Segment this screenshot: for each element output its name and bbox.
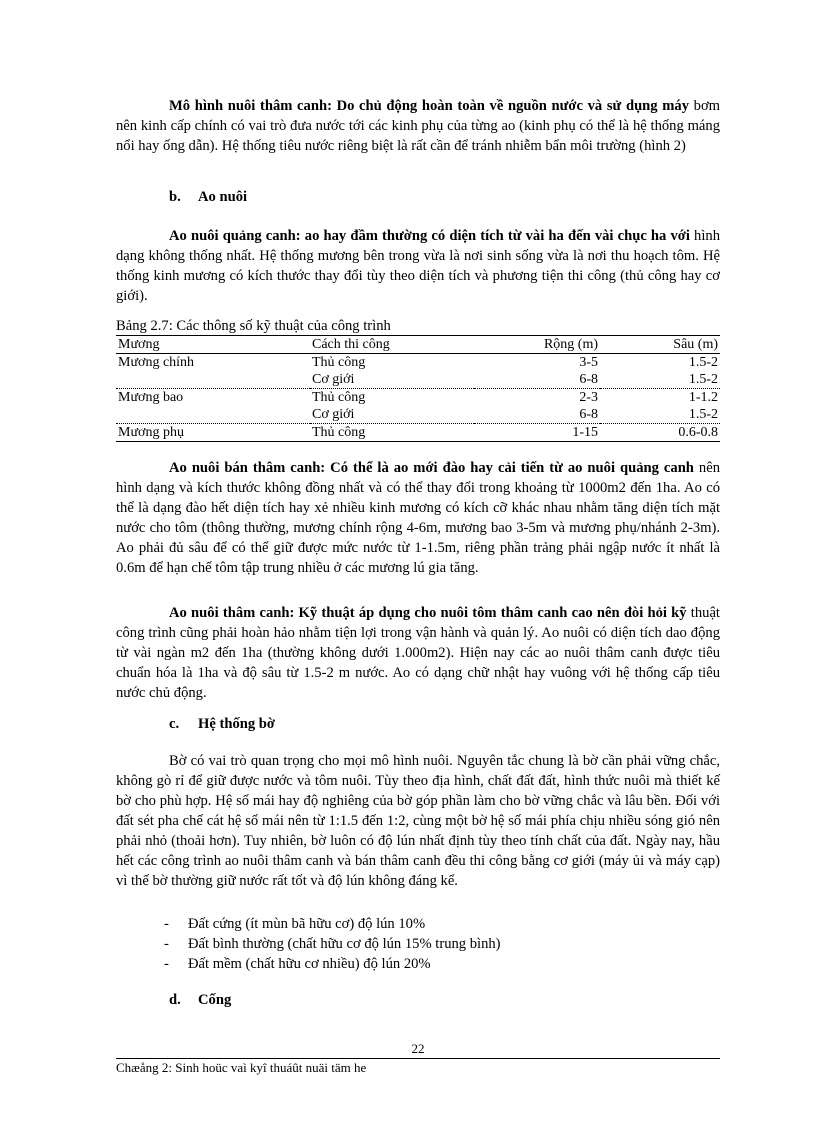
cell-canal: Mương bao xyxy=(118,390,184,405)
header-width: Rộng (m) xyxy=(474,336,600,354)
cell-method: Cơ giới xyxy=(310,371,474,389)
cell-width: 1-15 xyxy=(474,424,600,442)
cell-width: 6-8 xyxy=(474,371,600,389)
bullet-marker: - xyxy=(164,956,169,972)
section-label: b. xyxy=(169,189,181,205)
section-heading-b xyxy=(169,187,247,207)
table-row xyxy=(116,424,720,442)
cell-width: 3-5 xyxy=(579,355,598,370)
bullet-marker: - xyxy=(164,916,169,932)
table-row xyxy=(116,406,720,424)
cell-depth: 0.6-0.8 xyxy=(600,424,720,442)
spec-table xyxy=(116,335,720,442)
cell-depth: 1.5-2 xyxy=(688,355,718,370)
paragraph-lead: Ao nuôi bán thâm canh: Có thể là ao mới đào hay cải tiến từ ao nuôi quảng canh xyxy=(169,460,694,476)
bullet-marker: - xyxy=(164,936,169,952)
cell-depth: 1-1.2 xyxy=(688,390,718,405)
settlement-list xyxy=(164,914,501,974)
section-title: Cống xyxy=(198,992,232,1008)
cell-method: Thủ công xyxy=(312,355,366,370)
section-label: d. xyxy=(169,992,181,1008)
list-item-text: Đất mềm (chất hữu cơ nhiều) độ lún 20% xyxy=(188,956,431,972)
paragraph-intensive-pond xyxy=(116,603,720,703)
paragraph-body: Bờ có vai trò quan trọng cho mọi mô hình nuôi. Nguyên tắc chung là bờ cần phải vững chắc, không gò rỉ để giữ được nước và tôm nuôi. Tùy theo địa hình, chất đất đất, hình thức nuôi mà thiết kế bờ cho phù hợp. Hệ số mái hay độ nghiêng của bờ góp phần làm cho bờ vững chắc và lâu bền. Đối với đất sét pha chế cát hệ số mái nên từ 1:1.5 đến 1:2, cùng một bờ hệ số mái phía chịu nhiều sóng gió nên phải nhỏ (thoải hơn). Tuy nhiên, bờ luôn có độ lún nhất định tùy theo tính chất của đất. Ngày nay, hầu hết các công trình ao nuôi thâm canh và bán thâm canh đều thi công bằng cơ giới (máy ủi và máy cạp) vì thế bờ thường giữ nước rất tốt và độ lún không đáng kể. xyxy=(116,753,720,889)
list-item-text: Đất bình thường (chất hữu cơ độ lún 15% trung bình) xyxy=(188,936,501,952)
section-heading-d xyxy=(169,990,231,1010)
paragraph-lead: Ao nuôi thâm canh: Kỹ thuật áp dụng cho nuôi tôm thâm canh cao nên đòi hỏi kỹ xyxy=(169,605,687,621)
list-item xyxy=(164,934,501,954)
paragraph-body: nên hình dạng và kích thước không đồng nhất và có thể thay đổi trong khoảng từ 1000m2 đến 1ha. Ao có thể là dạng đào hết diện tích hay xẻ nhiều kinh mương có kích cỡ khác nhau nhằm tăng diện tích mặt nước cho tôm (thông thường, mương chính rộng 4-6m, mương bao 3-5m và mương phụ/nhánh 2-3m). Ao phải đủ sâu để có thể giữ được mức nước từ 1-1.5m, riêng phần trảng phải ngập nước ít nhất là 0.6m để hạn chế tôm tập trung nhiều ở các mương lú gia tăng. xyxy=(116,460,720,576)
paragraph-embankment xyxy=(116,751,720,891)
section-label: c. xyxy=(169,716,180,732)
cell-method: Thủ công xyxy=(312,390,366,405)
paragraph-extensive-pond xyxy=(116,226,720,306)
cell-canal xyxy=(116,371,310,389)
list-item-text: Đất cứng (ít mùn bã hữu cơ) độ lún 10% xyxy=(188,916,426,932)
cell-canal: Mương phụ xyxy=(116,424,310,442)
cell-method: Cơ giới xyxy=(310,406,474,424)
paragraph-body: hình dạng không thống nhất. Hệ thống mương bên trong vừa là nơi sinh sống vừa là nơi thu hoạch tôm. Hệ thống kinh mương có kích thước thay đổi tùy theo diện tích và phương tiện thi công (thủ công hay cơ giới). xyxy=(116,228,721,304)
cell-depth: 1.5-2 xyxy=(600,406,720,424)
page-number: 22 xyxy=(411,1041,425,1056)
header-method: Cách thi công xyxy=(310,336,474,354)
cell-depth: 1.5-2 xyxy=(600,371,720,389)
table-caption: Bảng 2.7: Các thông số kỹ thuật của công trình xyxy=(116,318,391,334)
cell-canal xyxy=(116,406,310,424)
paragraph-intensive-model xyxy=(116,96,720,156)
header-canal: Mương xyxy=(116,336,310,354)
paragraph-body: bơm nên kinh cấp chính có vai trò đưa nước tới các kinh phụ của từng ao (kinh phụ có thể là hệ thống máng nổi hay ống dẫn). Hệ thống tiêu nước riêng biệt là rất cần để tránh nhiễm bẩn môi trường (hình 2) xyxy=(116,98,721,154)
cell-method: Thủ công xyxy=(310,424,474,442)
cell-width: 2-3 xyxy=(579,390,598,405)
cell-canal: Mương chính xyxy=(118,355,195,370)
section-title: Hệ thống bờ xyxy=(198,716,276,732)
table-header-row xyxy=(116,336,720,354)
header-depth: Sâu (m) xyxy=(600,336,720,354)
section-heading-c xyxy=(169,714,275,734)
footer-chapter-title: Chæång 2: Sinh hoüc vaì kyî thuáût nuäi täm he xyxy=(116,1060,367,1075)
table-row xyxy=(116,354,720,372)
list-item xyxy=(164,954,501,974)
cell-width: 6-8 xyxy=(474,406,600,424)
list-item xyxy=(164,914,501,934)
table-row xyxy=(116,389,720,407)
paragraph-lead: Mô hình nuôi thâm canh: Do chủ động hoàn toàn về nguồn nước và sử dụng máy xyxy=(169,98,689,114)
section-title: Ao nuôi xyxy=(198,189,248,205)
paragraph-semi-intensive-pond xyxy=(116,458,720,578)
table-row xyxy=(116,371,720,389)
paragraph-lead: Ao nuôi quảng canh: ao hay đầm thường có diện tích từ vài ha đến vài chục ha với xyxy=(169,228,690,244)
footer-divider xyxy=(116,1058,720,1059)
paragraph-body: thuật công trình cũng phải hoàn hảo nhằm tiện lợi trong vận hành và quản lý. Ao nuôi có diện tích dao động từ vài ngàn m2 đến 1ha (thường không dưới 1.000m2). Hiện nay các ao nuôi thâm canh được tiêu chuẩn hóa là 1ha và độ sâu từ 1.5-2 m nước. Ao có dạng chữ nhật hay vuông với hệ thống cấp tiêu nước chủ động. xyxy=(116,605,720,701)
